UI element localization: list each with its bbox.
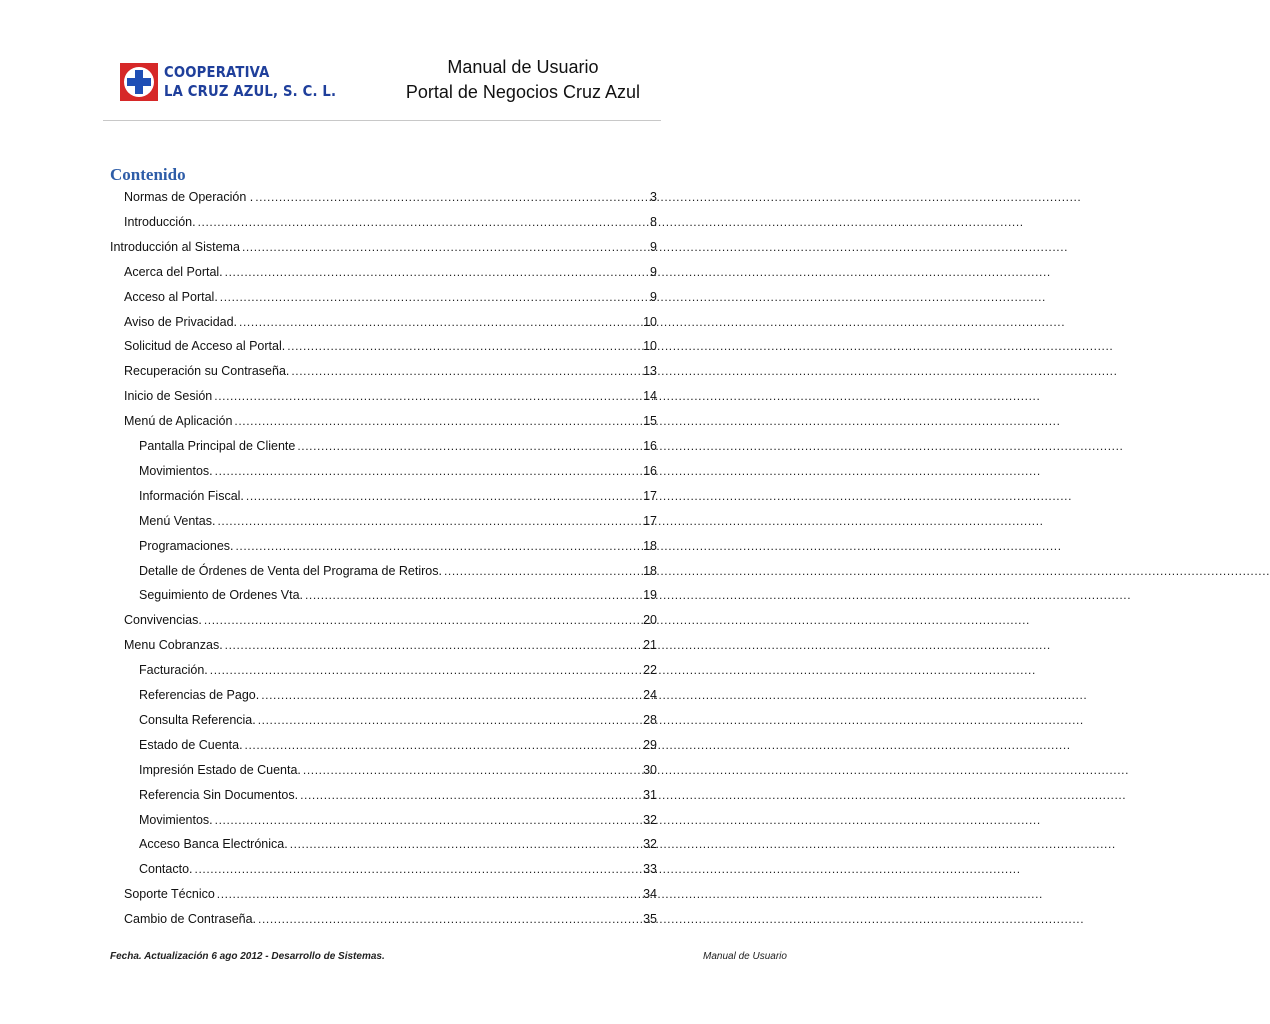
toc-entry[interactable] bbox=[139, 511, 657, 529]
toc-entry[interactable] bbox=[124, 287, 657, 305]
toc-entry-title: Convivencias. bbox=[124, 613, 202, 628]
toc-entry-title: Aviso de Privacidad. bbox=[124, 314, 238, 329]
toc-dot-leader bbox=[444, 563, 641, 579]
toc-entry-title: Menú de Aplicación bbox=[124, 414, 233, 429]
red-square-blue-cross-icon bbox=[120, 63, 158, 101]
toc-dot-leader bbox=[291, 363, 641, 379]
toc-dot-leader bbox=[300, 787, 641, 803]
toc-entry-page: 9 bbox=[650, 264, 657, 279]
toc-dot-leader bbox=[261, 687, 641, 703]
toc-entry[interactable] bbox=[124, 361, 657, 379]
toc-dot-leader bbox=[215, 812, 641, 828]
toc-entry-title: Introducción. bbox=[124, 214, 196, 229]
toc-dot-leader bbox=[245, 737, 641, 753]
logo-text bbox=[164, 65, 360, 99]
toc-entry[interactable] bbox=[139, 436, 657, 454]
toc-entry[interactable] bbox=[139, 834, 657, 852]
toc-dot-leader bbox=[242, 239, 641, 255]
toc-entry-title: Referencia Sin Documentos. bbox=[139, 787, 299, 802]
toc-dot-leader bbox=[217, 513, 641, 529]
toc-entry-title: Consulta Referencia. bbox=[139, 712, 256, 727]
toc-entry-page: 15 bbox=[643, 414, 657, 429]
toc-entry[interactable] bbox=[124, 909, 657, 927]
toc-dot-leader bbox=[220, 289, 641, 305]
toc-entry-title: Recuperación su Contraseña. bbox=[124, 364, 290, 379]
toc-entry-title: Estado de Cuenta. bbox=[139, 737, 243, 752]
toc-dot-leader bbox=[217, 886, 641, 902]
toc-entry[interactable] bbox=[124, 336, 657, 354]
toc-entry-page: 31 bbox=[643, 787, 657, 802]
toc-entry-page: 8 bbox=[650, 214, 657, 229]
toc-entry-page: 17 bbox=[643, 488, 657, 503]
toc-entry[interactable] bbox=[124, 884, 657, 902]
toc-entry[interactable] bbox=[139, 710, 657, 728]
toc-entry-title: Cambio de Contraseña. bbox=[124, 912, 257, 927]
toc-entry-title: Facturación. bbox=[139, 663, 208, 678]
toc-entry-page: 24 bbox=[643, 688, 657, 702]
toc-dot-leader bbox=[287, 338, 641, 354]
toc-entry-page: 19 bbox=[643, 588, 657, 603]
toc-entry[interactable] bbox=[139, 735, 657, 753]
toc-entry-page: 21 bbox=[643, 638, 657, 653]
toc-dot-leader bbox=[305, 587, 641, 603]
toc-entry-title: Programaciones. bbox=[139, 538, 234, 553]
toc-entry-page: 28 bbox=[643, 712, 657, 727]
toc-entry[interactable] bbox=[139, 859, 657, 877]
toc-dot-leader bbox=[255, 189, 641, 205]
toc-dot-leader bbox=[234, 413, 641, 429]
title-line-2: Portal de Negocios Cruz Azul bbox=[405, 82, 640, 102]
toc-entry[interactable] bbox=[124, 610, 657, 628]
toc-dot-leader bbox=[290, 836, 641, 852]
toc-dot-leader bbox=[204, 612, 641, 628]
toc-entry-title: Normas de Operación . bbox=[124, 190, 254, 204]
toc-entry[interactable] bbox=[139, 760, 657, 778]
toc-entry-title: Seguimiento de Ordenes Vta. bbox=[139, 588, 303, 603]
toc-dot-leader bbox=[246, 488, 641, 504]
header-divider bbox=[103, 120, 661, 121]
logo-line-2: LA CRUZ AZUL, S. C. L. bbox=[164, 82, 337, 100]
toc-dot-leader bbox=[258, 712, 641, 728]
toc-entry-page: 14 bbox=[643, 389, 657, 404]
toc-entry-page: 22 bbox=[643, 663, 657, 678]
toc-entry[interactable] bbox=[124, 312, 657, 330]
toc-entry-page: 20 bbox=[643, 613, 657, 628]
toc-entry-title: Contacto. bbox=[139, 862, 193, 877]
toc-entry-page: 10 bbox=[643, 314, 657, 329]
toc-dot-leader bbox=[210, 662, 641, 678]
document-title bbox=[406, 55, 640, 105]
toc-entry-title: Información Fiscal. bbox=[139, 488, 244, 503]
toc-dot-leader bbox=[239, 314, 641, 330]
toc-entry-page: 9 bbox=[650, 239, 657, 254]
toc-dot-leader bbox=[195, 861, 641, 877]
toc-entry-page: 13 bbox=[643, 364, 657, 379]
toc-entry[interactable] bbox=[139, 536, 657, 554]
toc-entry-page: 32 bbox=[643, 812, 657, 827]
toc-entry-title: Inicio de Sesión bbox=[124, 389, 213, 404]
toc-dot-leader bbox=[214, 388, 641, 404]
toc-entry-title: Movimientos. bbox=[139, 812, 213, 827]
cooperative-logo bbox=[120, 62, 360, 102]
toc-entry-page: 16 bbox=[643, 439, 657, 453]
toc-entry[interactable] bbox=[139, 785, 657, 803]
toc-entry-title: Movimientos. bbox=[139, 463, 213, 478]
toc-entry[interactable] bbox=[139, 685, 657, 703]
toc-entry-page: 10 bbox=[643, 339, 657, 354]
footer-manual-label: Manual de Usuario bbox=[703, 951, 787, 962]
toc-entry-page: 9 bbox=[650, 289, 657, 304]
toc-dot-leader bbox=[236, 538, 642, 554]
toc-entry-page: 18 bbox=[643, 538, 657, 553]
toc-entry-page: 33 bbox=[643, 862, 657, 877]
toc-entry-page: 29 bbox=[643, 737, 657, 752]
toc-entry-title: Referencias de Pago. bbox=[139, 688, 260, 702]
toc-entry-title: Soporte Técnico bbox=[124, 887, 215, 902]
toc-entry[interactable] bbox=[139, 585, 657, 603]
toc-entry-title: Acceso al Portal. bbox=[124, 289, 218, 304]
toc-entry[interactable] bbox=[139, 810, 657, 828]
title-line-1: Manual de Usuario bbox=[447, 57, 599, 77]
toc-heading: Contenido bbox=[110, 165, 186, 184]
toc-dot-leader bbox=[258, 911, 641, 927]
footer-date: Fecha. Actualización 6 ago 2012 - Desarrollo de Sistemas. bbox=[110, 951, 385, 962]
toc-entry-page: 35 bbox=[643, 912, 657, 927]
toc-entry-page: 16 bbox=[643, 463, 657, 478]
toc-dot-leader bbox=[225, 264, 641, 280]
toc-entry-page: 30 bbox=[643, 762, 657, 777]
toc-entry-title: Introducción al Sistema bbox=[110, 239, 240, 254]
toc-entry[interactable] bbox=[124, 212, 657, 230]
toc-entry-page: 34 bbox=[643, 887, 657, 902]
toc-entry[interactable] bbox=[124, 635, 657, 653]
toc-dot-leader bbox=[297, 438, 641, 454]
toc-entry[interactable] bbox=[139, 486, 657, 504]
toc-entry[interactable] bbox=[139, 660, 657, 678]
toc-entry-page: 17 bbox=[643, 513, 657, 528]
toc-entry-page: 18 bbox=[643, 563, 657, 578]
toc-entry[interactable] bbox=[139, 461, 657, 479]
toc-entry[interactable] bbox=[124, 262, 657, 280]
toc-entry-title: Impresión Estado de Cuenta. bbox=[139, 762, 301, 777]
toc-entry-title: Solicitud de Acceso al Portal. bbox=[124, 339, 286, 354]
toc-dot-leader bbox=[303, 762, 641, 778]
toc-dot-leader bbox=[198, 214, 641, 230]
toc-entry[interactable] bbox=[124, 411, 657, 429]
toc-entry-title: Acerca del Portal. bbox=[124, 264, 223, 279]
logo-line-1: COOPERATIVA bbox=[164, 63, 270, 81]
toc-dot-leader bbox=[215, 463, 641, 479]
toc-entry[interactable] bbox=[124, 187, 657, 205]
toc-entry[interactable] bbox=[110, 237, 657, 255]
toc-entry-title: Acceso Banca Electrónica. bbox=[139, 837, 288, 852]
toc-dot-leader bbox=[225, 637, 641, 653]
toc-entry-title: Menú Ventas. bbox=[139, 513, 216, 528]
toc-entry[interactable] bbox=[124, 386, 657, 404]
toc-entry-page: 32 bbox=[643, 837, 657, 852]
toc-entry-page: 3 bbox=[650, 190, 657, 204]
toc-entry[interactable] bbox=[139, 561, 657, 579]
toc-entry-title: Detalle de Órdenes de Venta del Programa de Retiros. bbox=[139, 563, 442, 578]
toc-entry-title: Menu Cobranzas. bbox=[124, 638, 223, 653]
toc-entry-title: Pantalla Principal de Cliente bbox=[139, 439, 296, 453]
